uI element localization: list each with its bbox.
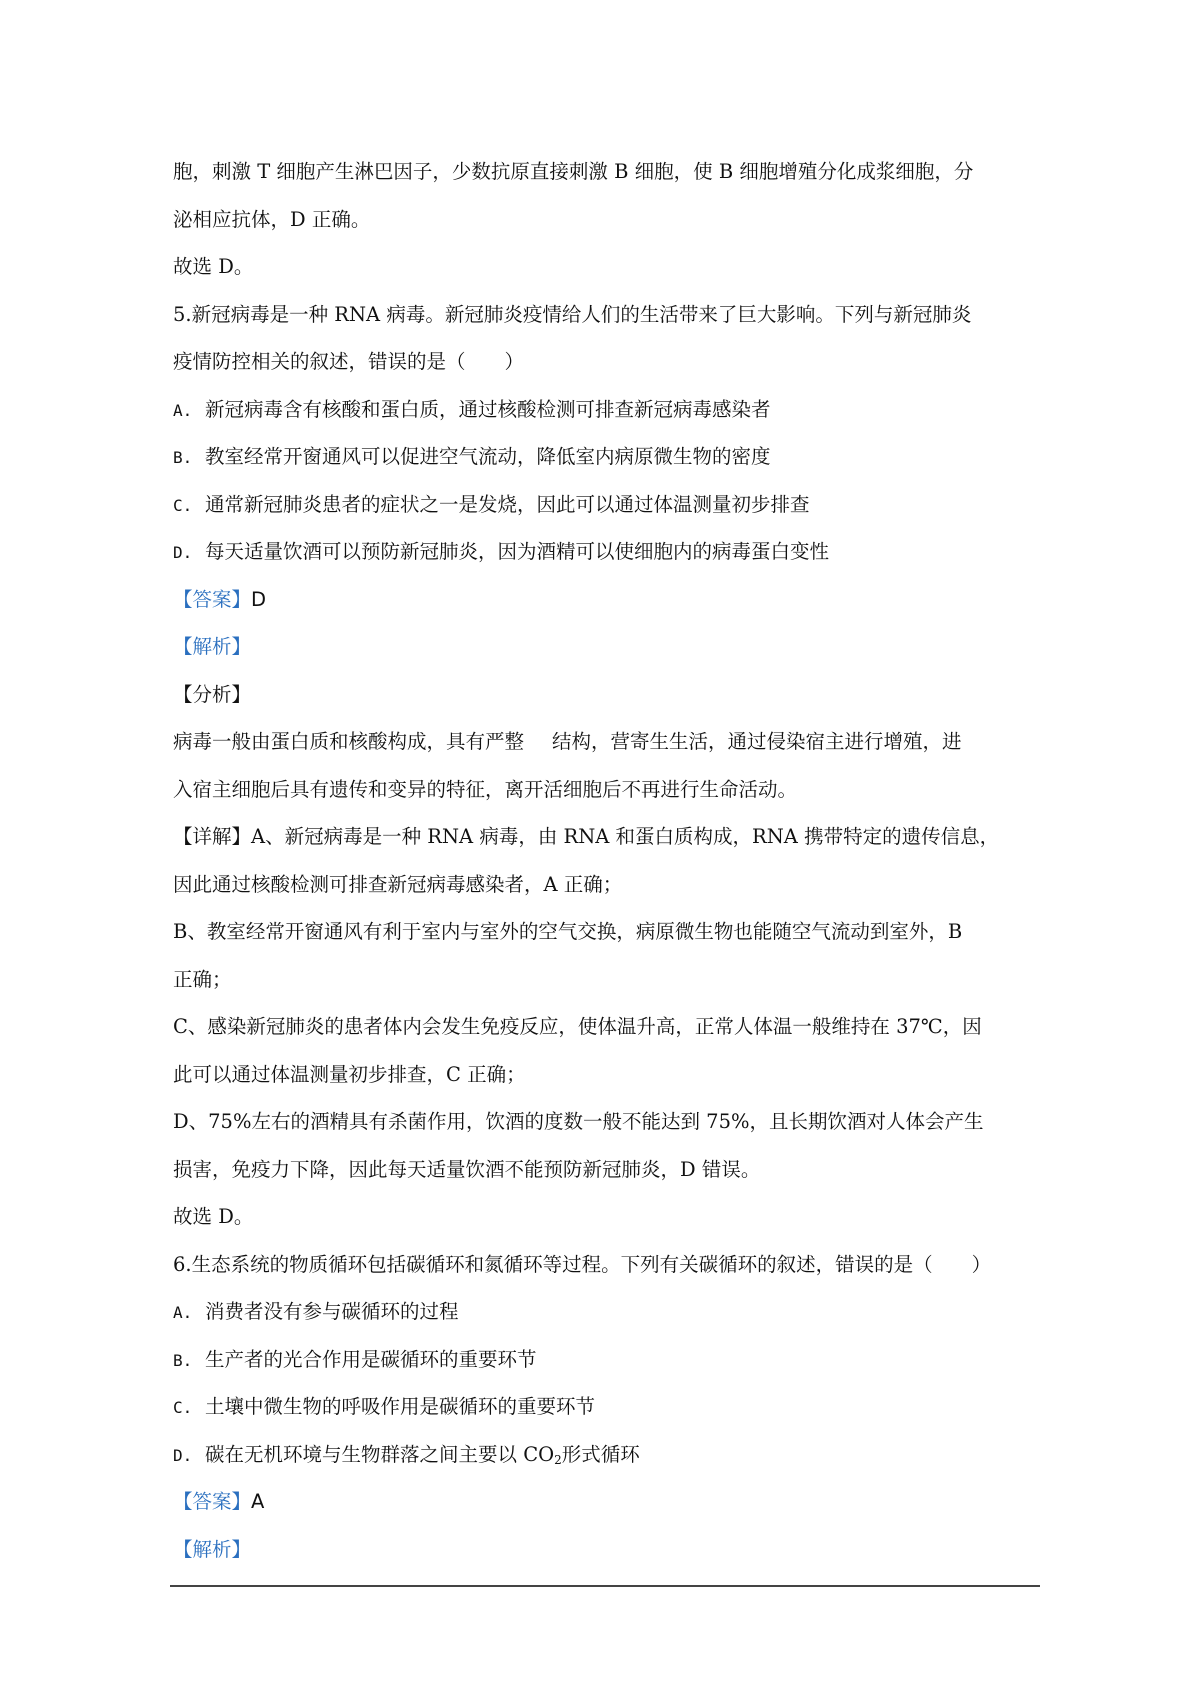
q5-conclusion: 故选 D。: [173, 1205, 254, 1228]
option-letter: D.: [173, 1445, 193, 1465]
footer-divider: [170, 1585, 1040, 1587]
q5-option-d: [173, 528, 1043, 576]
q6-option-a: [173, 1288, 1043, 1336]
q5-jiexi: [173, 623, 1043, 671]
option-text: 教室经常开窗通风可以促进空气流动，降低室内病原微生物的密度: [205, 445, 771, 468]
q5-option-c: [173, 481, 1043, 529]
option-text: 每天适量饮酒可以预防新冠肺炎，因为酒精可以使细胞内的病毒蛋白变性: [205, 540, 830, 563]
jiexi-tag: 【解析】: [173, 1537, 252, 1561]
question-5-stem: 疫情防控相关的叙述，错误的是（ ）: [173, 350, 525, 373]
option-letter: D.: [173, 543, 193, 562]
answer-tag: 【答案】: [173, 587, 252, 611]
option-text: 土壤中微生物的呼吸作用是碳循环的重要环节: [205, 1395, 596, 1418]
option-text: 通常新冠肺炎患者的症状之一是发烧，因此可以通过体温测量初步排查: [205, 492, 810, 516]
q6-option-b: [173, 1336, 1043, 1384]
option-letter: B.: [173, 1350, 193, 1370]
q5-answer: [173, 576, 1043, 624]
option-text: 新冠病毒含有核酸和蛋白质，通过核酸检测可排查新冠病毒感染者: [205, 397, 771, 421]
question-5-stem: 5.新冠病毒是一种 RNA 病毒。新冠肺炎疫情给人们的生活带来了巨大影响。下列与新冠肺炎: [173, 302, 972, 326]
q5-fenxi-text: [173, 718, 1043, 766]
option-text: 碳在无机环境与生物群落之间主要以 CO: [205, 1442, 555, 1466]
option-letter: A.: [173, 400, 193, 420]
subscript: 2: [554, 1452, 562, 1467]
option-text: 形式循环: [561, 1442, 640, 1466]
answer-value: D: [251, 587, 267, 611]
q5-explain-b: B、教室经常开窗通风有利于室内与室外的空气交换，病原微生物也能随空气流动到室外，B: [173, 920, 963, 943]
fenxi-text-part: 结构，营寄生生活，通过侵染宿主进行增殖，进: [552, 730, 962, 753]
page-content: [173, 148, 1043, 1573]
q6-jiexi: [173, 1526, 1043, 1574]
q5-explain-b: 正确；: [173, 967, 232, 991]
fenxi-text-part: 病毒一般由蛋白质和核酸构成，具有严整: [173, 730, 525, 753]
q5-xiangjie-text: 因此通过核酸检测可排查新冠病毒感染者，A 正确；: [173, 872, 623, 896]
answer-value: A: [251, 1490, 265, 1513]
option-letter: B.: [173, 448, 193, 467]
q5-explain-d: D、75%左右的酒精具有杀菌作用，饮酒的度数一般不能达到 75%，且长期饮酒对人体会产生: [173, 1110, 984, 1133]
text-line: 故选 D。: [173, 255, 254, 278]
q5-fenxi-heading: 【分析】: [173, 682, 252, 706]
q6-option-d: [173, 1431, 1043, 1479]
text-line: 泌相应抗体，D 正确。: [173, 207, 371, 231]
jiexi-tag: 【解析】: [173, 635, 252, 658]
q6-option-c: [173, 1383, 1043, 1431]
option-text: 消费者没有参与碳循环的过程: [205, 1300, 459, 1323]
option-letter: A.: [173, 1303, 193, 1322]
q5-option-a: [173, 386, 1043, 434]
q5-explain-c: 此可以通过体温测量初步排查，C 正确；: [173, 1062, 526, 1086]
q5-explain-c: C、感染新冠肺炎的患者体内会发生免疫反应，使体温升高，正常人体温一般维持在 37℃，因: [173, 1015, 982, 1038]
q5-option-b: [173, 433, 1043, 481]
option-text: 生产者的光合作用是碳循环的重要环节: [205, 1347, 537, 1371]
xiangjie-text: A、新冠病毒是一种 RNA 病毒，由 RNA 和蛋白质构成，RNA 携带特定的遗传信息，: [251, 825, 1000, 848]
question-6-stem: 6.生态系统的物质循环包括碳循环和氮循环等过程。下列有关碳循环的叙述，错误的是（ ）: [173, 1252, 992, 1276]
q5-xiangjie: [173, 813, 1043, 861]
text-line: 胞，刺激 T 细胞产生淋巴因子，少数抗原直接刺激 B 细胞，使 B 细胞增殖分化成浆细胞，分: [173, 160, 974, 183]
q5-explain-d: 损害，免疫力下降，因此每天适量饮酒不能预防新冠肺炎，D 错误。: [173, 1157, 761, 1181]
option-letter: C.: [173, 1398, 193, 1417]
xiangjie-tag: 【详解】: [173, 825, 252, 848]
q6-answer: [173, 1478, 1043, 1526]
q5-fenxi-text: 入宿主细胞后具有遗传和变异的特征，离开活细胞后不再进行生命活动。: [173, 777, 798, 801]
option-letter: C.: [173, 495, 193, 515]
answer-tag: 【答案】: [173, 1490, 252, 1513]
